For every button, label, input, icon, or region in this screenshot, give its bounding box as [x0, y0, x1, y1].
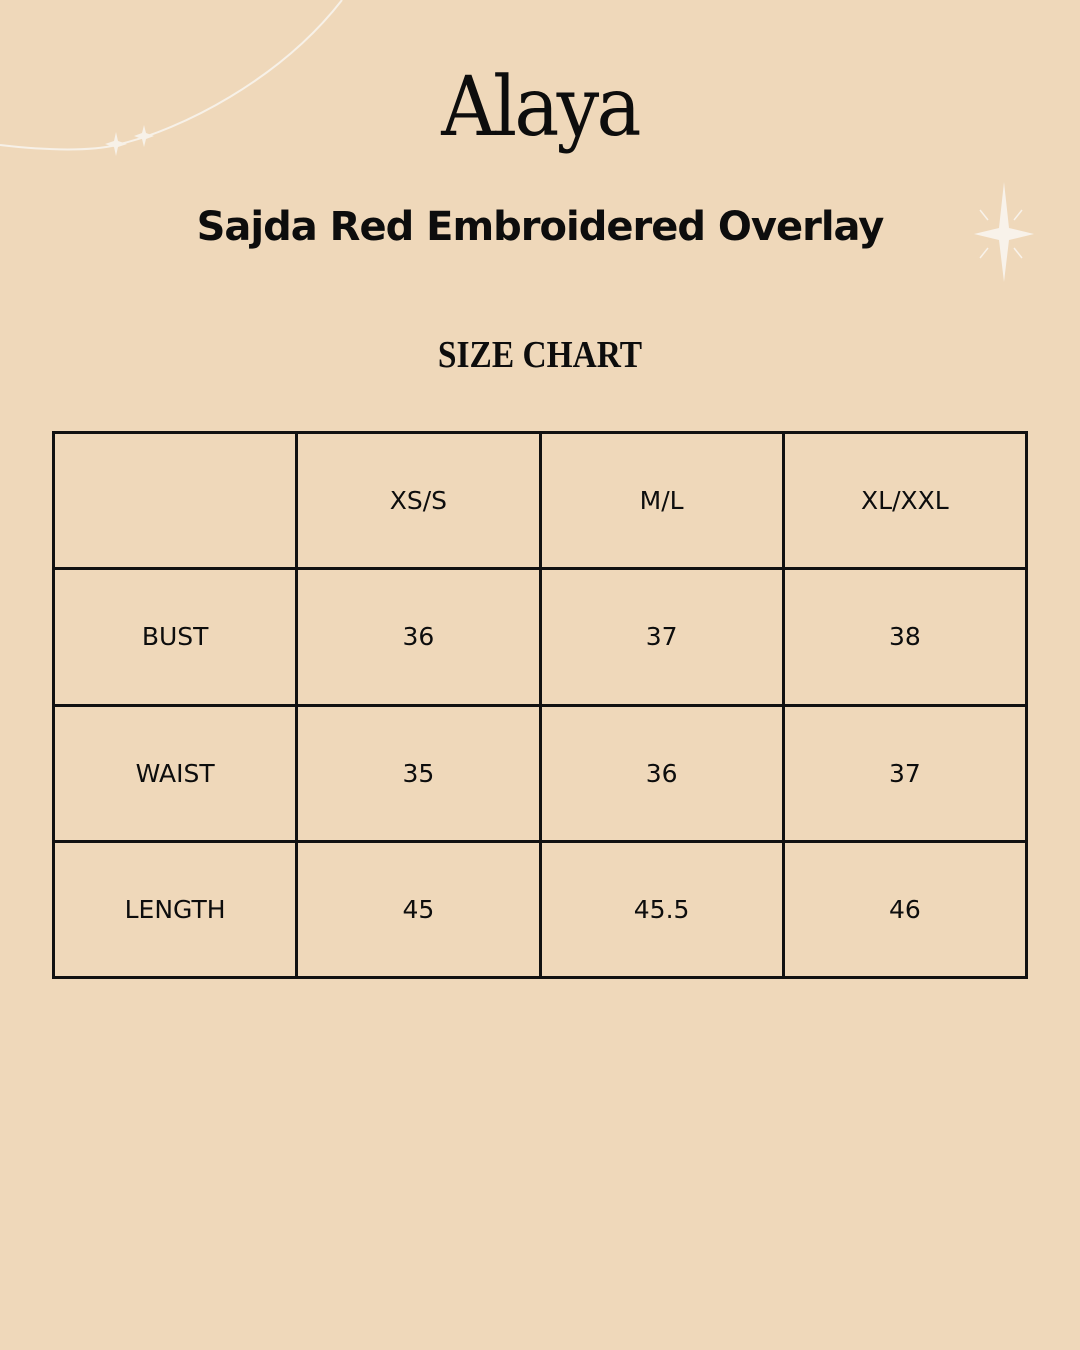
row-label: BUST [54, 569, 297, 705]
table-row [54, 569, 1027, 705]
value-cell: 36 [297, 569, 540, 705]
value-cell: 46 [783, 841, 1026, 977]
row-label: LENGTH [54, 841, 297, 977]
brand-logo: Alaya [441, 60, 639, 155]
value-cell: 36 [540, 705, 783, 841]
table-row [54, 841, 1027, 977]
value-cell: 45 [297, 841, 540, 977]
size-chart-title: SIZE CHART [437, 334, 643, 376]
header-row [54, 433, 1027, 569]
value-cell: 37 [540, 569, 783, 705]
header-cell: M/L [540, 433, 783, 569]
header-cell [54, 433, 297, 569]
row-label: WAIST [54, 705, 297, 841]
size-chart-table [52, 431, 1028, 979]
value-cell: 38 [783, 569, 1026, 705]
value-cell: 35 [297, 705, 540, 841]
product-title: Sajda Red Embroidered Overlay [196, 204, 884, 250]
header-cell: XL/XXL [783, 433, 1026, 569]
header-cell: XS/S [297, 433, 540, 569]
value-cell: 37 [783, 705, 1026, 841]
table-row [54, 705, 1027, 841]
value-cell: 45.5 [540, 841, 783, 977]
